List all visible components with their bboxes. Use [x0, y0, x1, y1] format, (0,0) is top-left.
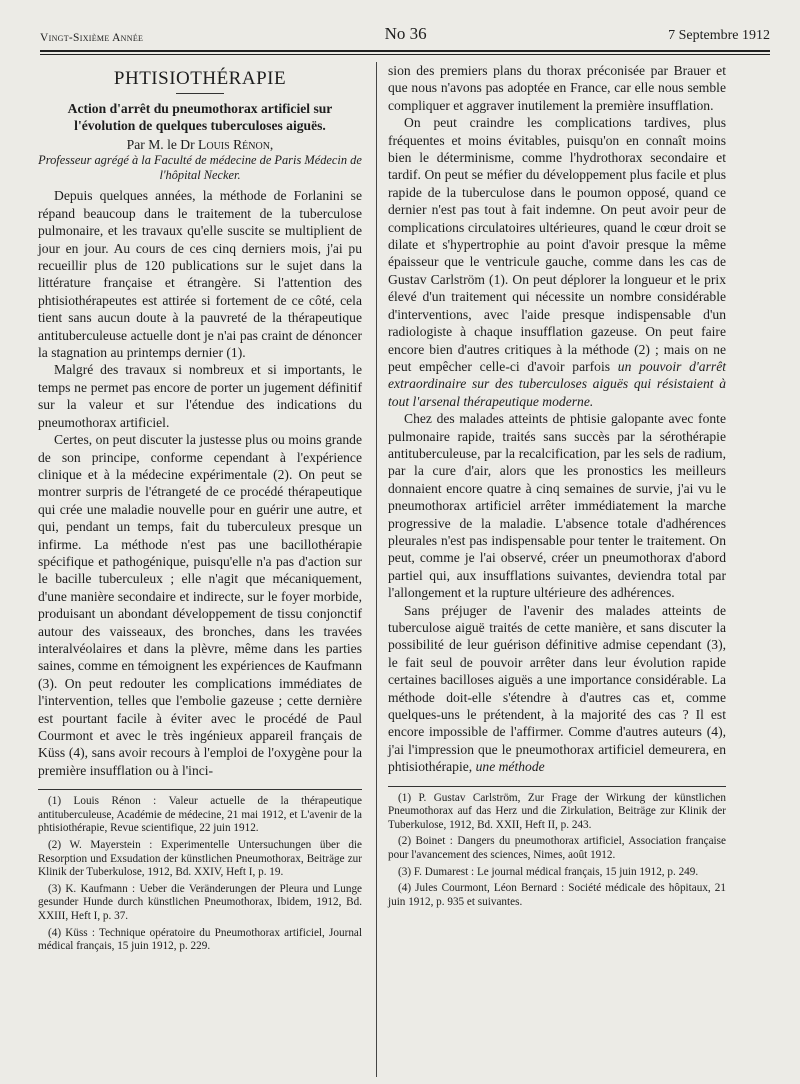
author-affiliation: Professeur agrégé à la Faculté de médecine de Paris Médecin de l'hôpital Necker.	[38, 153, 362, 183]
body-paragraph: Malgré des travaux si nombreux et si importants, le temps ne permet pas encore de porter un jugement définitif sur la valeur et sur l'étendue des indications du pneumothorax artificiel.	[38, 362, 362, 430]
right-column	[388, 62, 726, 912]
body-paragraph	[388, 602, 726, 776]
left-column	[38, 62, 362, 957]
section-title: PHTISIOTHÉRAPIE	[113, 68, 287, 89]
header-issue-number: No 36	[384, 24, 427, 43]
header-rule-thin	[40, 54, 770, 55]
byline	[38, 136, 362, 153]
footnotes-right	[388, 792, 726, 910]
footnote: (3) F. Dumarest : Le journal médical français, 15 juin 1912, p. 249.	[398, 865, 699, 878]
author-name: Louis Rénon,	[198, 137, 274, 153]
column-divider	[376, 62, 377, 1077]
footnote: (2) Boinet : Dangers du pneumothorax artificiel, Association française pour l'avancement des sciences, Nimes, août 1912.	[388, 835, 726, 862]
footnote-rule	[388, 786, 726, 787]
footnote: (1) P. Gustav Carlström, Zur Frage der Wirkung der künstlichen Pneumothorax auf das Herz und die Zirkulation, Beiträge zur Klinik der Tuberkulose, 1912, Bd. XXII, Heft II, p. 243.	[388, 791, 726, 831]
paragraph-text: On peut craindre les complications tardives, plus fréquentes et moins évitables, puisqu'on en connaît moins bien le déterminisme, comme l'hydrothorax secondaire et tardif. On peut se méfier du développement plus facile et plus rapide de la tuberculose dans le poumon opposé, quand ce dernier n'est pas tout à fait indemne. On peut avoir peur de complications circulatoires ultérieures, quand le cœur droit se dilate et s'hypertrophie au point d'avoir presque la même épaisseur que le ventricule gauche, comme dans les cas de Gustav Carlström (1). On peut déplorer la longueur et le prix élevé d'un traitement qui nécessite un nombre considérable d'interventions, avec l'aide presque indispensable d'un radiologiste à chaque insufflation gazeuse. On peut faire encore bien d'autres critiques à la méthode (2) ; mais on ne peut empêcher celle-ci d'avoir parfois	[388, 115, 726, 374]
byline-prefix: Par M. le Dr	[126, 137, 195, 153]
footnote: (4) Jules Courmont, Léon Bernard : Société médicale des hôpitaux, 21 juin 1912, p. 935 et suivantes.	[388, 882, 726, 908]
header-volume: Vingt-Sixième Année	[40, 32, 144, 44]
body-paragraph: sion des premiers plans du thorax préconisée par Brauer et que nous n'avons pas adoptée en France, car elle nous semble compliquer et aggraver inutilement la première insufflation.	[388, 63, 726, 113]
footnote: (1) Louis Rénon : Valeur actuelle de la thérapeutique antituberculeuse, Académie de médecine, 21 mai 1912, et L'avenir de la phtisiothérapie, Revue scientifique, 22 juin 1912.	[38, 795, 362, 835]
header-rule-thick	[40, 50, 770, 52]
body-paragraph: Depuis quelques années, la méthode de Forlanini se répand beaucoup dans le traitement de la tuberculose pulmonaire, et les travaux qu'elle suscite se multiplient de jour en jour. Au cours de ces cinq derniers mois, j'ai pu recueillir plus de 120 publications sur le sujet dans la littérature française et étrangère. Si l'attention des phtisiothérapeutes est attirée si fortement de ce côté, cela tient sans aucun doute à la pauvreté de la thérapeutique antituberculeuse actuelle dont je n'ai pas craint de dénoncer la stagnation au printemps dernier (1).	[38, 188, 362, 361]
emphasis-text: une méthode	[475, 759, 545, 775]
footnote: (4) Küss : Technique opératoire du Pneumothorax artificiel, Journal médical français, 15 juin 1912, p. 229.	[38, 926, 362, 953]
article-title: Action d'arrêt du pneumothorax artificiel sur l'évolution de quelques tuberculoses aiguës.	[67, 101, 333, 134]
body-paragraph: Chez des malades atteints de phtisie galopante avec fonte pulmonaire rapide, traités sans succès par la sérothérapie antituberculeuse, par la recalcification, par les sels de radium, par la cure d'air, alors que les pronostics les meilleurs donnaient encore quatre à cinq semaines de survie, j'ai vu le pneumothorax artificiel arrêter immédiatement la marche progressive de la maladie. L'absence totale d'adhérences pleurales n'est pas indispensable pour tenter le traitement. On peut, comme je l'ai observé, créer un pneumothorax d'abord partiel qui, aux insufflations suivantes, deviendra total par l'allongement et la rupture ultérieure des adhérences.	[388, 411, 726, 601]
paragraph-text: Sans préjuger de l'avenir des malades atteints de tuberculose aiguë traités de cette manière, et sans discuter la possibilité de leur guérison définitive admise cependant (3), le fait seul de pouvoir arrêter dans leur évolution rapide certaines bacilloses aiguës a une importance considérable. La méthode doit-elle s'étendre à d'autres cas et, comme quelques-uns le prétendent, à la majorité des cas ? Il est encore impossible de l'affirmer. Comme d'autres auteurs (4), j'ai l'impression que le pneumothorax artificiel demeurera, en phtisiothérapie,	[388, 602, 726, 775]
footnote: (3) K. Kaufmann : Ueber die Veränderungen der Pleura und Lunge gesunder Hunde durch künstlichen Pneumothorax, Ibidem, 1912, Bd. XXIII, Heft I, p. 37.	[38, 882, 362, 922]
emphasis-text: un pouvoir d'arrêt extraordinaire sur des tuberculoses aiguës qui résistaient à tout l'arsenal thérapeutique moderne.	[388, 358, 726, 409]
header-date: 7 Septembre 1912	[668, 28, 770, 43]
body-paragraph	[388, 114, 726, 410]
body-paragraph: Certes, on peut discuter la justesse plus ou moins grande de son principe, conforme cependant à l'expérience clinique et à la médecine expérimentale (2). On peut se montrer surpris de l'étrangeté de ce procédé thérapeutique qui crée une maladie nouvelle pour en guérir une autre, et qui, pendant un temps, fait du tuberculeux presque un infirme. La méthode n'est pas une bacillothérapie spécifique et pathogénique, puisqu'elle n'a pas d'action sur le bacille tuberculeux ; elle n'agit que mécaniquement, d'une manière secondaire et indirecte, sur le foyer morbide, produisant un abondant développement de tissu conjonctif autour des vaisseaux, des bronches, dans les travées interalvéolaires et dans la plèvre, même dans les parties saines, comme en témoignent les expériences de Kaufmann (3). On peut redouter les complications immédiates de l'intervention, telles que l'embolie gazeuse ; cette dernière est pourtant facile à éviter avec le procédé de Paul Courmont et avec le très ingénieux appareil français de Küss (4), sans avoir recours à l'emploi de l'oxygène pour la première insufflation ou à l'inci-	[38, 432, 362, 778]
footnotes-left	[38, 795, 362, 954]
title-rule	[176, 93, 224, 94]
footnote-rule	[38, 789, 362, 790]
running-header	[40, 22, 770, 44]
footnote: (2) W. Mayerstein : Experimentelle Untersuchungen über die Resorption und Exsudation der künstlichen Pneumothorax, Beiträge zur Klinik der Tuberkulose, 1912, Bd. XXIV, Heft I, p. 19.	[38, 839, 362, 879]
